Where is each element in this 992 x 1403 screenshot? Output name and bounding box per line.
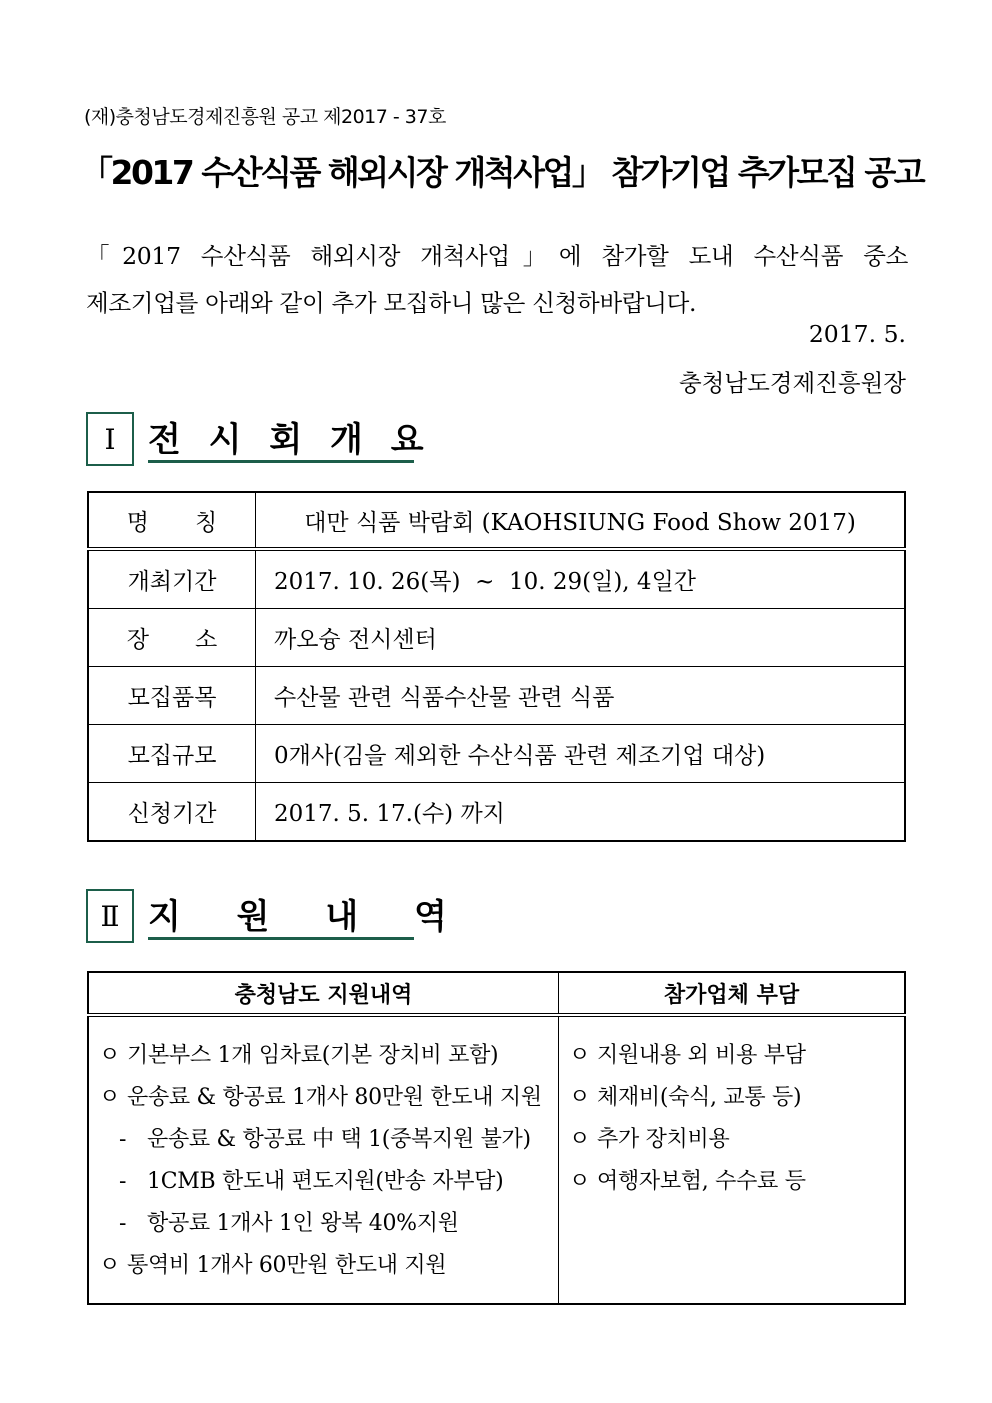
row-label: 장 소 — [88, 609, 256, 667]
list-item: - 운송료 & 항공료 中 택 1(중복지원 불가) — [119, 1127, 531, 1152]
list-item: ㅇ 지원내용 외 비용 부담 — [569, 1043, 806, 1068]
list-item: - 1CMB 한도내 편도지원(반송 자부담) — [119, 1169, 504, 1194]
table-row — [88, 1015, 905, 1304]
section-2-title-text: 지 원 내 역 — [148, 896, 469, 937]
section-1-title-text: 전 시 회 개 요 — [148, 419, 432, 460]
list-item: ㅇ 여행자보험, 수수료 등 — [569, 1169, 806, 1194]
table-row — [88, 549, 905, 609]
document-title: 「2017 수산식품 해외시장 개척사업」 참가기업 추가모집 공고 — [80, 153, 924, 192]
column-header-right: 참가업체 부담 — [559, 972, 906, 1015]
table-row — [88, 492, 905, 549]
row-value: 수산물 관련 식품수산물 관련 식품 — [256, 667, 906, 725]
list-item: ㅇ 운송료 & 항공료 1개사 80만원 한도내 지원 — [99, 1085, 542, 1110]
announcement-date: 2017. 5. — [808, 320, 906, 348]
exhibition-overview-table — [87, 491, 906, 842]
table-row — [88, 609, 905, 667]
list-item: ㅇ 추가 장치비용 — [569, 1127, 730, 1152]
row-label: 명 칭 — [88, 492, 256, 549]
column-header-left: 충청남도 지원내역 — [88, 972, 559, 1015]
signer: 충청남도경제진흥원장 — [678, 369, 906, 397]
notice-number: (재)충청남도경제진흥원 공고 제2017 - 37호 — [84, 106, 446, 128]
section-2-title — [148, 889, 469, 940]
row-label: 모집규모 — [88, 725, 256, 783]
list-item: - 항공료 1개사 1인 왕복 40%지원 — [119, 1211, 459, 1236]
table-row — [88, 725, 905, 783]
row-value: 2017. 5. 17.(수) 까지 — [256, 783, 906, 842]
section-1-number: Ⅰ — [86, 412, 134, 466]
table-row — [88, 667, 905, 725]
list-item: ㅇ 통역비 1개사 60만원 한도내 지원 — [99, 1253, 447, 1278]
list-item: ㅇ 기본부스 1개 임차료(기본 장치비 포함) — [99, 1043, 499, 1068]
section-2-number: Ⅱ — [86, 889, 134, 943]
list-item: ㅇ 체재비(숙식, 교통 등) — [569, 1085, 802, 1110]
table-header-row — [88, 972, 905, 1015]
section-1-title — [148, 412, 432, 463]
support-list — [88, 1015, 559, 1304]
row-label: 모집품목 — [88, 667, 256, 725]
intro-line-1: 「2017 수산식품 해외시장 개척사업」에 참가할 도내 수산식품 중소 — [86, 242, 908, 270]
row-value: 대만 식품 박람회 (KAOHSIUNG Food Show 2017) — [256, 492, 906, 549]
row-label: 신청기간 — [88, 783, 256, 842]
burden-list — [559, 1015, 906, 1304]
support-details-table — [87, 971, 906, 1305]
intro-line-2: 제조기업를 아래와 같이 추가 모집하니 많은 신청하바랍니다. — [86, 289, 697, 317]
row-label: 개최기간 — [88, 549, 256, 609]
row-value: 까오슝 전시센터 — [256, 609, 906, 667]
row-value: 2017. 10. 26(목) ~ 10. 29(일), 4일간 — [256, 549, 906, 609]
table-row — [88, 783, 905, 842]
row-value: 0개사(김을 제외한 수산식품 관련 제조기업 대상) — [256, 725, 906, 783]
